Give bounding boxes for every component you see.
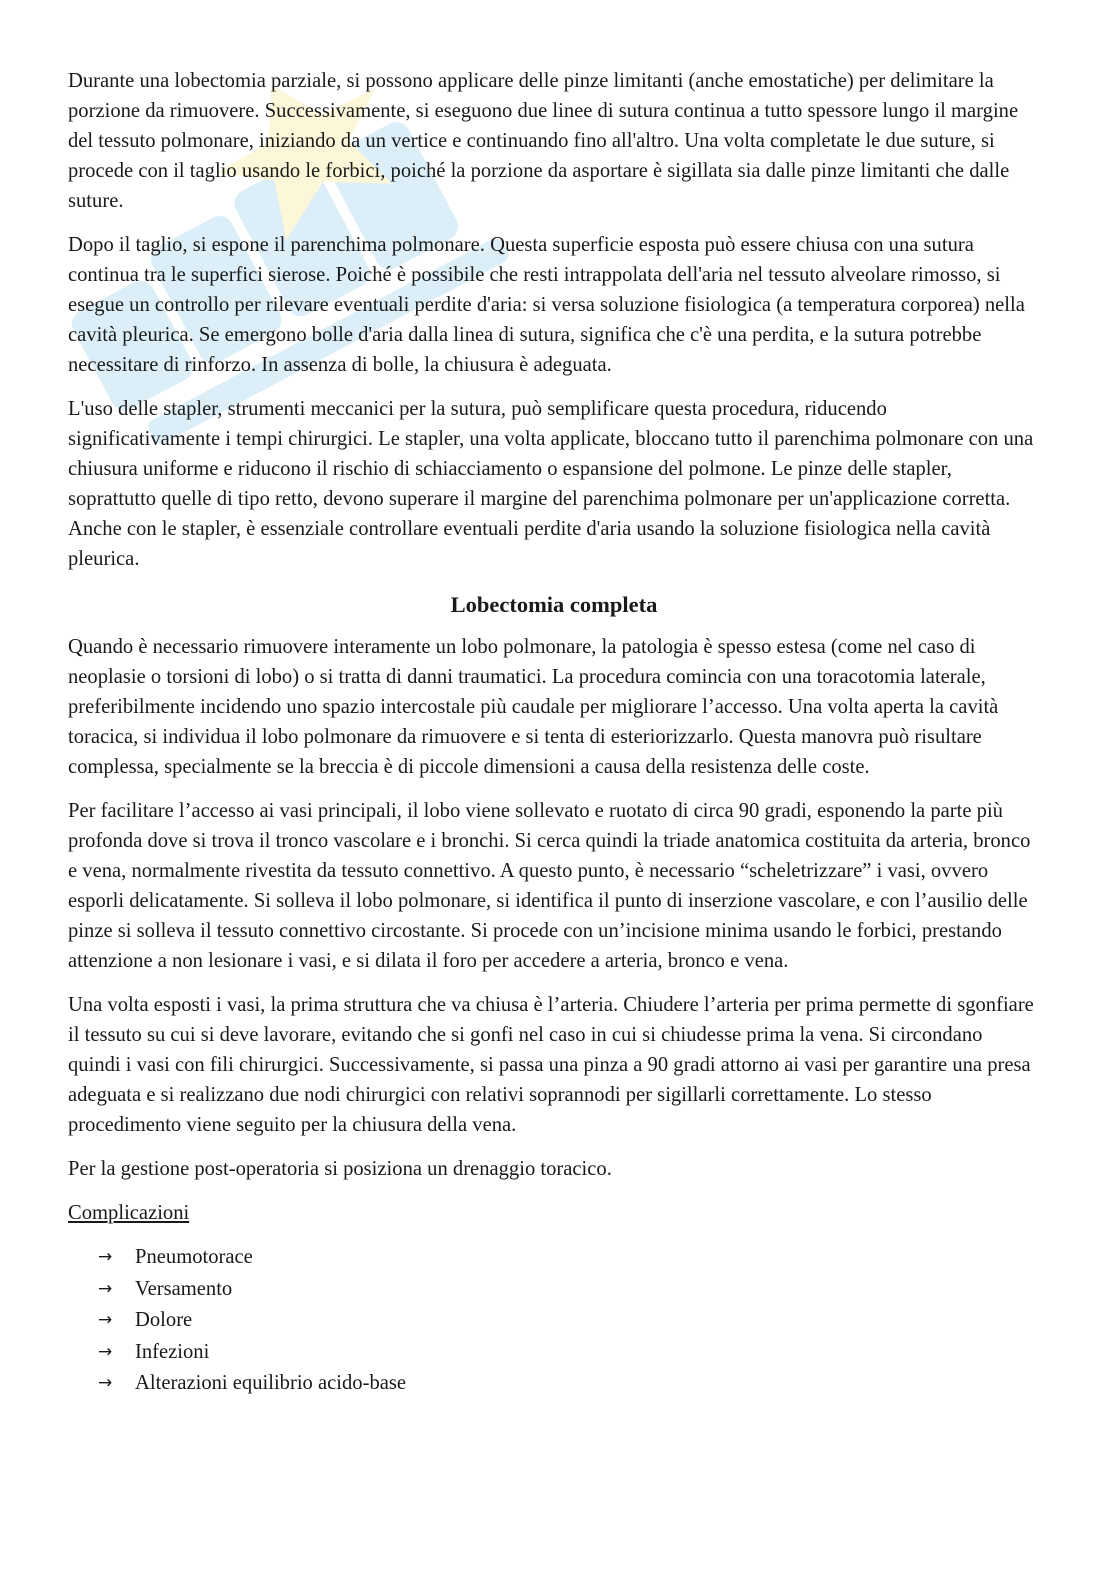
complications-heading: Complicazioni [68,1202,190,1224]
paragraph-vessel-closure: Una volta esposti i vasi, la prima struttura che va chiusa è l’arteria. Chiudere l’arteria per prima permette di sgonfiare il tessuto su cui si deve lavorare, evitando che si gonfi nel caso in cui si chiudesse prima la vena. Si circondano quindi i vasi con fili chirurgici. Successivamente, si passa una pinza a 90 gradi attorno ai vasi per garantire una presa adeguata e si realizzano due nodi chirurgici con relativi soprannodi per sigillarli correttamente. Lo stesso procedimento viene seguito per la chiusura della vena. [68,994,1034,1136]
paragraph-parenchyma-closure: Dopo il taglio, si espone il parenchima polmonare. Questa superficie esposta può essere chiusa con una sutura continua tra le superfici sierose. Poiché è possibile che resti intrappolata dell'aria nel tessuto alveolare rimosso, si esegue un controllo per rilevare eventuali perdite d'aria: si versa soluzione fisiologica (a temperatura corporea) nella cavità pleurica. Se emergono bolle d'aria dalla linea di sutura, significa che c'è una perdita, e la sutura potrebbe necessitare di rinforzo. In assenza di bolle, la chiusura è adeguata. [68,234,1025,376]
arrow-right-icon: → [98,1373,113,1393]
arrow-right-icon: → [98,1341,113,1362]
paragraph-vessel-access: Per facilitare l’accesso ai vasi principali, il lobo viene sollevato e ruotato di circa 90 gradi, esponendo la parte più profonda dove si trova il tronco vascolare e i bronchi. Si cerca quindi la triade anatomica costituita da arteria, bronco e vena, normalmente rivestita da tessuto connettivo. A questo punto, è necessario “scheletrizzare” i vasi, ovvero esporli delicatamente. Si solleva il lobo polmonare, si identifica il punto di inserzione vascolare, e con l’ausilio delle pinze si solleva il tessuto connettivo circostante. Si procede con un’incisione minima usando le forbici, prestando attenzione a non lesionare i vasi, e si dilata il foro per accedere a arteria, bronco e vena. [68,800,1031,972]
document-page [68,66,1040,1400]
paragraph-complete-lobectomy: Quando è necessario rimuovere interamente un lobo polmonare, la patologia è spesso estesa (come nel caso di neoplasie o torsioni di lobo) o si tratta di danni traumatici. La procedura comincia con una toracotomia laterale, preferibilmente incidendo uno spazio intercostale più caudale per migliorare l’accesso. Una volta aperta la cavità toracica, si individua il lobo polmonare da rimuovere e si tenta di esteriorizzarlo. Questa manovra può risultare complessa, specialmente se la breccia è di piccole dimensioni a causa della resistenza delle coste. [68,636,999,778]
arrow-right-icon: → [98,1247,113,1267]
section-heading: Lobectomia completa [450,592,658,617]
list-item: → Versamento [98,1274,1040,1306]
list-item: → Dolore [98,1305,1040,1337]
complications-list [68,1242,1040,1400]
paragraph-partial-lobectomy: Durante una lobectomia parziale, si possono applicare delle pinze limitanti (anche emostatiche) per delimitare la porzione da rimuovere. Successivamente, si eseguono due linee di sutura continua a tutto spessore lungo il margine del tessuto polmonare, iniziando da un vertice e continuando fino all'altro. Una volta completate le due suture, si procede con il taglio usando le forbici, poiché la porzione da asportare è sigillata sia dalle pinze limitanti che dalle suture. [68,70,1019,212]
paragraph-post-operative: Per la gestione post-operatoria si posiziona un drenaggio toracico. [68,1158,612,1180]
arrow-right-icon: → [98,1310,113,1330]
arrow-right-icon: → [98,1278,113,1299]
list-item: → Alterazioni equilibrio acido-base [98,1368,1040,1400]
list-item: → Infezioni [98,1337,1040,1369]
list-item: → Pneumotorace [98,1242,1040,1274]
paragraph-stapler: L'uso delle stapler, strumenti meccanici per la sutura, può semplificare questa procedura, riducendo significativamente i tempi chirurgici. Le stapler, una volta applicate, bloccano tutto il parenchima polmonare con una chiusura uniforme e riducono il rischio di schiacciamento o espansione del polmone. Le pinze delle stapler, soprattutto quelle di tipo retto, devono superare il margine del parenchima polmonare per un'applicazione corretta. Anche con le stapler, è essenziale controllare eventuali perdite d'aria usando la soluzione fisiologica nella cavità pleurica. [68,398,1034,570]
